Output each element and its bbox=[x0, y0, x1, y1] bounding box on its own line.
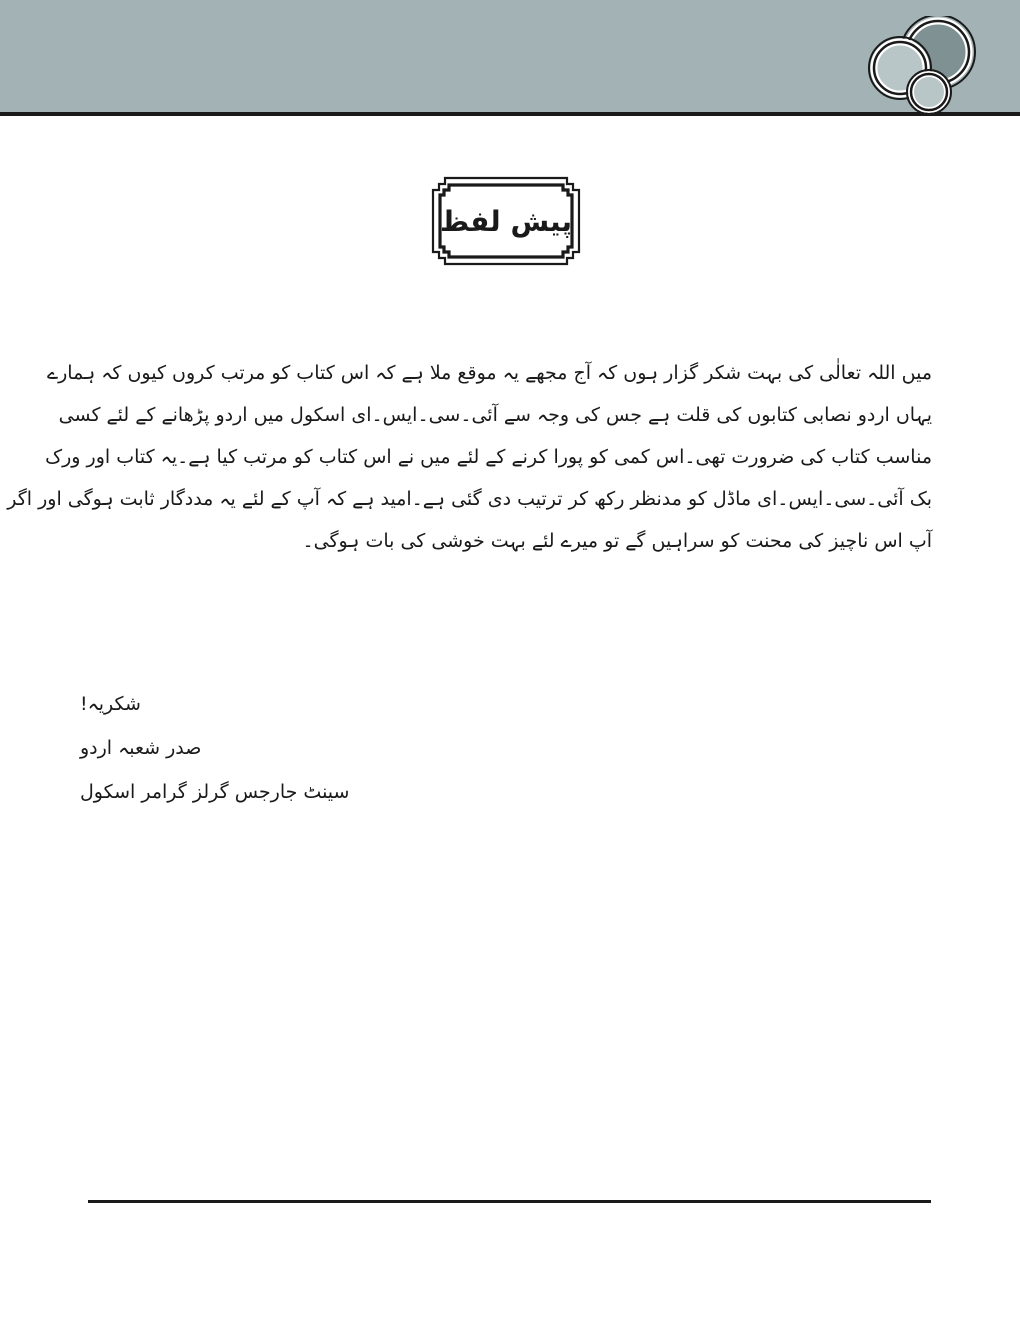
page-title: پیش لفظ bbox=[440, 204, 572, 238]
paragraph-line-1: میں اللہ تعالٰی کی بہت شکر گزار ہوں کہ آج مجھے یہ موقع ملا ہے کہ اس کتاب کو مرتب کروں کیوں کہ ہمارے bbox=[47, 362, 932, 384]
paragraph-line-2: یہاں اردو نصابی کتابوں کی قلت ہے جس کی وجہ سے آئی۔سی۔ایس۔ای اسکول میں اردو پڑھانے کے لئے کسی bbox=[58, 404, 932, 426]
designation-text: صدر شعبہ اردو bbox=[80, 737, 202, 759]
paragraph-line-4: بک آئی۔سی۔ایس۔ای ماڈل کو مدنظر رکھ کر ترتیب دی گئی ہے۔امید ہے کہ آپ کے لئے یہ مددگار ثابت ہوگی اور اگر bbox=[7, 488, 932, 510]
paragraph-line-5: آپ اس ناچیز کی محنت کو سراہیں گے تو میرے لئے بہت خوشی کی بات ہوگی۔ bbox=[302, 530, 932, 552]
paragraph-line-3: مناسب کتاب کی ضرورت تھی۔اس کمی کو پورا کرنے کے لئے میں نے اس کتاب کو مرتب کیا ہے۔یہ کتاب اور ورک bbox=[45, 446, 932, 468]
decorative-circles-icon bbox=[866, 16, 976, 116]
thanks-text: شکریہ! bbox=[80, 693, 141, 715]
institution-text: سینٹ جارجس گرلز گرامر اسکول bbox=[80, 781, 350, 803]
title-frame bbox=[431, 176, 581, 266]
signoff-block bbox=[80, 682, 380, 814]
footer-rule bbox=[88, 1200, 931, 1203]
preface-paragraph bbox=[7, 352, 932, 562]
